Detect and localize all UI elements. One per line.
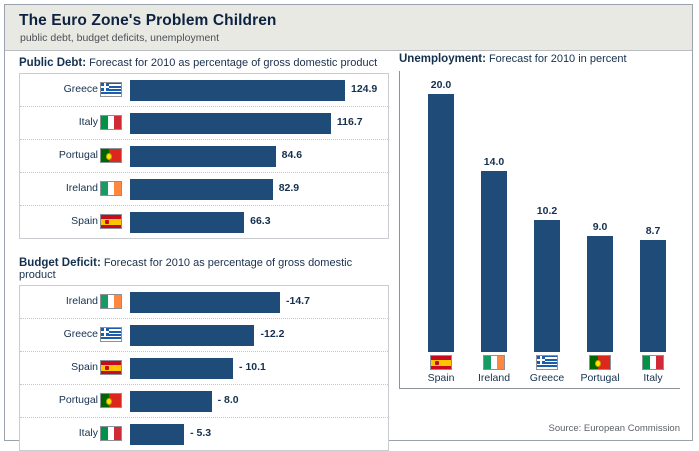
bar-value: - 5.3 [190, 427, 212, 439]
bar [640, 240, 666, 352]
axis-flag [625, 355, 681, 370]
x-axis-item [625, 355, 681, 384]
source-note: Source: European Commission [548, 423, 680, 434]
x-axis-item [572, 355, 628, 384]
category-flag [100, 82, 122, 97]
x-axis-item [413, 355, 469, 384]
bar-value: 8.7 [645, 224, 661, 237]
chart-row [20, 107, 388, 140]
chart-row [20, 173, 388, 206]
bar [428, 94, 454, 352]
bar-value: - 10.1 [239, 361, 266, 373]
panel-spacer [19, 239, 389, 257]
public-debt-chart [19, 73, 389, 239]
category-label: Greece [63, 328, 98, 340]
bar-value: 20.0 [430, 79, 452, 91]
bar-value: -12.2 [260, 328, 285, 340]
budget-deficit-title-rest: Forecast for 2010 as percentage of gross domestic product [19, 257, 353, 281]
x-axis-label: Italy [643, 372, 663, 384]
category-label: Greece [63, 83, 98, 95]
right-chart-panel [399, 53, 680, 401]
flag-portugal-icon [100, 393, 122, 408]
budget-deficit-title [19, 257, 389, 281]
infographic-frame [4, 4, 693, 441]
category-label: Italy [78, 427, 98, 439]
bar [130, 146, 276, 167]
bar-value: 82.9 [278, 182, 300, 194]
category-flag [100, 426, 122, 441]
chart-row [20, 418, 388, 451]
unemployment-plot [399, 71, 680, 389]
bar [130, 358, 233, 379]
public-debt-title [19, 57, 389, 69]
category-label: Portugal [58, 394, 98, 406]
bar-value: 14.0 [483, 156, 505, 169]
bar-value: 84.6 [281, 149, 303, 161]
category-label: Ireland [65, 182, 98, 194]
category-flag [100, 327, 122, 342]
bar [130, 179, 273, 200]
axis-flag [466, 355, 522, 370]
budget-deficit-chart [19, 285, 389, 451]
x-axis-item [519, 355, 575, 384]
flag-italy-icon [100, 115, 122, 130]
left-charts-panel [19, 57, 389, 439]
page-subtitle: public debt, budget deficits, unemployment [20, 32, 220, 44]
bar-value: 116.7 [336, 116, 363, 128]
chart-row [20, 74, 388, 107]
category-label: Spain [71, 215, 98, 227]
flag-spain-icon [100, 214, 122, 229]
bar [130, 424, 184, 445]
bar [130, 80, 345, 101]
flag-italy-icon [642, 355, 664, 370]
x-axis-label: Ireland [477, 372, 511, 384]
x-axis-label: Greece [529, 372, 565, 384]
category-label: Spain [71, 361, 98, 373]
category-flag [100, 393, 122, 408]
chart-row [20, 319, 388, 352]
budget-deficit-title-bold: Budget Deficit: [19, 257, 101, 269]
bar [534, 220, 560, 352]
category-flag [100, 181, 122, 196]
chart-row [20, 286, 388, 319]
bar-value: 124.9 [351, 83, 378, 95]
category-label: Italy [78, 116, 98, 128]
page-title: The Euro Zone's Problem Children [19, 12, 277, 29]
bar-value: 66.3 [250, 215, 271, 227]
bar-value: -14.7 [286, 295, 310, 307]
bar [130, 325, 254, 346]
bar [130, 391, 212, 412]
category-flag [100, 214, 122, 229]
flag-ireland-icon [100, 294, 122, 309]
bar [130, 113, 331, 134]
category-flag [100, 294, 122, 309]
category-flag [100, 360, 122, 375]
chart-row [20, 352, 388, 385]
flag-greece-icon [100, 82, 122, 97]
chart-row [20, 206, 388, 239]
axis-flag [413, 355, 469, 370]
chart-row [20, 140, 388, 173]
flag-portugal-icon [100, 148, 122, 163]
bar-value: 10.2 [536, 205, 558, 218]
x-axis-label: Spain [427, 372, 455, 384]
unemployment-title-bold: Unemployment: [399, 53, 486, 65]
flag-greece-icon [536, 355, 558, 370]
category-label: Portugal [58, 149, 98, 161]
flag-italy-icon [100, 426, 122, 441]
flag-spain-icon [430, 355, 452, 370]
header-bar [5, 5, 692, 51]
public-debt-title-bold: Public Debt: [19, 57, 87, 69]
x-axis-item [466, 355, 522, 384]
bar-value: - 8.0 [217, 394, 239, 406]
bar [587, 236, 613, 352]
unemployment-title-rest: Forecast for 2010 in percent [485, 53, 627, 65]
bar [130, 292, 280, 313]
chart-row [20, 385, 388, 418]
flag-portugal-icon [589, 355, 611, 370]
category-flag [100, 148, 122, 163]
public-debt-title-rest: Forecast for 2010 as percentage of gross domestic product [86, 57, 378, 69]
flag-spain-icon [100, 360, 122, 375]
flag-greece-icon [100, 327, 122, 342]
flag-ireland-icon [100, 181, 122, 196]
x-axis-label: Portugal [580, 372, 620, 384]
bar-value: 9.0 [592, 220, 608, 233]
axis-flag [572, 355, 628, 370]
bar [130, 212, 244, 233]
unemployment-title [399, 53, 680, 65]
category-label: Ireland [65, 295, 98, 307]
axis-flag [519, 355, 575, 370]
bar [481, 171, 507, 352]
flag-ireland-icon [483, 355, 505, 370]
category-flag [100, 115, 122, 130]
